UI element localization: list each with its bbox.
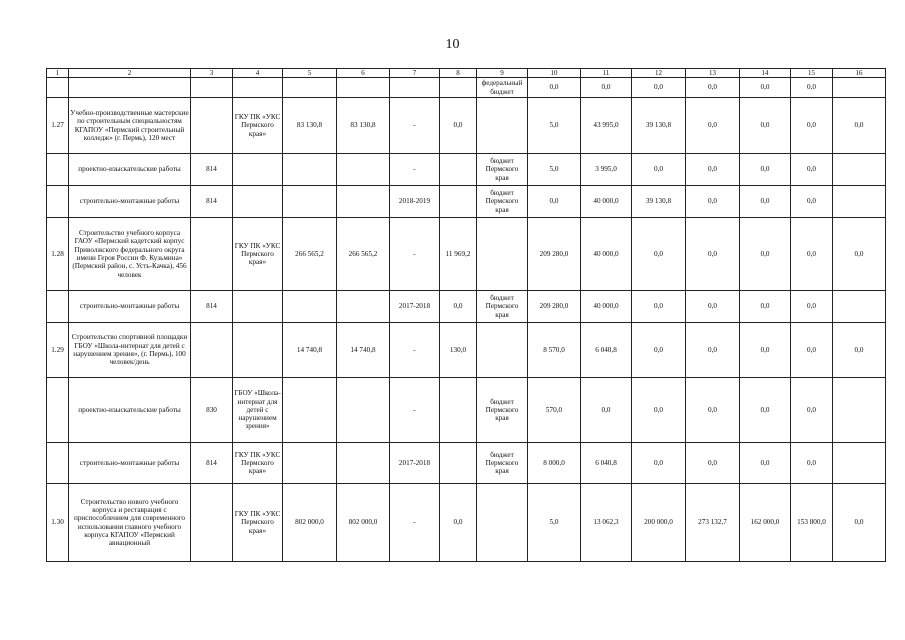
table-cell: 83 130,8	[337, 98, 390, 154]
table-cell: 0,0	[632, 443, 686, 484]
table-cell: 0,0	[686, 154, 740, 186]
table-cell: ГКУ ПК «УКС Пермского края»	[233, 218, 283, 291]
table-cell: 0,0	[686, 323, 740, 378]
table-cell	[337, 78, 390, 98]
column-number: 16	[833, 69, 886, 78]
column-number: 14	[740, 69, 791, 78]
table-row	[47, 154, 886, 186]
table-cell: 0,0	[740, 154, 791, 186]
table-cell: 0,0	[686, 78, 740, 98]
column-number: 11	[581, 69, 632, 78]
table-cell: 830	[191, 378, 233, 443]
table-cell: 200 000,0	[632, 484, 686, 562]
table-cell: 0,0	[581, 78, 632, 98]
table-cell	[337, 186, 390, 218]
table-cell	[833, 378, 886, 443]
table-row	[47, 98, 886, 154]
table-cell	[337, 154, 390, 186]
table-cell: 266 565,2	[283, 218, 337, 291]
table-cell: 0,0	[581, 378, 632, 443]
table-cell: 0,0	[686, 291, 740, 323]
column-number: 10	[528, 69, 581, 78]
table-cell: 5,0	[528, 154, 581, 186]
table-cell	[47, 291, 69, 323]
table-cell: бюджет Пермского края	[477, 291, 528, 323]
column-number: 13	[686, 69, 740, 78]
table-cell: 83 130,8	[283, 98, 337, 154]
table-cell	[477, 98, 528, 154]
table-cell: 13 062,3	[581, 484, 632, 562]
table-cell	[47, 443, 69, 484]
table-row	[47, 218, 886, 291]
table-cell: 814	[191, 154, 233, 186]
table-cell	[283, 154, 337, 186]
table-cell	[233, 154, 283, 186]
table-cell	[233, 186, 283, 218]
table-row	[47, 78, 886, 98]
table-cell: бюджет Пермского края	[477, 186, 528, 218]
table-cell: 570,0	[528, 378, 581, 443]
table-cell: 5,0	[528, 484, 581, 562]
table-cell	[191, 78, 233, 98]
table-cell	[440, 378, 477, 443]
table-cell: 11 969,2	[440, 218, 477, 291]
table-cell: 8 570,0	[528, 323, 581, 378]
table-cell: 2017-2018	[390, 443, 440, 484]
table-cell: строительно-монтажные работы	[69, 443, 191, 484]
table-cell: 0,0	[740, 98, 791, 154]
table-cell: 6 040,8	[581, 443, 632, 484]
table-cell: 273 132,7	[686, 484, 740, 562]
table-cell	[47, 78, 69, 98]
table-cell	[283, 186, 337, 218]
table-cell	[477, 323, 528, 378]
table-cell: ГКУ ПК «УКС Пермского края»	[233, 98, 283, 154]
table-cell: 1.29	[47, 323, 69, 378]
table-row	[47, 323, 886, 378]
table-cell	[283, 78, 337, 98]
table-cell: 1.28	[47, 218, 69, 291]
table-row	[47, 443, 886, 484]
table-cell: 266 565,2	[337, 218, 390, 291]
table-cell: 153 800,0	[791, 484, 833, 562]
table-cell: федеральный бюджет	[477, 78, 528, 98]
table-cell: 0,0	[632, 291, 686, 323]
table-cell	[833, 154, 886, 186]
table-cell: 802 000,0	[337, 484, 390, 562]
table-cell: 40 000,0	[581, 186, 632, 218]
table-cell	[191, 484, 233, 562]
table-cell	[440, 443, 477, 484]
table-cell: 0,0	[740, 291, 791, 323]
table-cell	[337, 291, 390, 323]
column-number: 9	[477, 69, 528, 78]
table-cell: 209 280,0	[528, 218, 581, 291]
table-row	[47, 484, 886, 562]
table-cell: 40 000,0	[581, 291, 632, 323]
table-cell: 39 130,8	[632, 186, 686, 218]
table-cell	[337, 378, 390, 443]
table-cell: 209 280,0	[528, 291, 581, 323]
table-cell	[191, 98, 233, 154]
table-cell: 6 040,8	[581, 323, 632, 378]
table-cell: 0,0	[791, 378, 833, 443]
table-cell: 814	[191, 443, 233, 484]
table-cell: строительно-монтажные работы	[69, 186, 191, 218]
table-cell: 0,0	[632, 154, 686, 186]
table-cell: 0,0	[528, 78, 581, 98]
table-cell: 0,0	[440, 484, 477, 562]
table-cell: 0,0	[632, 218, 686, 291]
table-cell	[833, 78, 886, 98]
table-cell: проектно-изыскательские работы	[69, 378, 191, 443]
table-cell: 0,0	[833, 323, 886, 378]
table-cell: -	[390, 218, 440, 291]
table-cell: 0,0	[632, 323, 686, 378]
column-number: 8	[440, 69, 477, 78]
table-cell: 162 000,0	[740, 484, 791, 562]
table-cell: 3 995,0	[581, 154, 632, 186]
table-cell: 0,0	[740, 443, 791, 484]
table-cell: ГКУ ПК «УКС Пермского края»	[233, 443, 283, 484]
table-cell: 0,0	[791, 154, 833, 186]
table-cell: 0,0	[440, 98, 477, 154]
table-cell: 1.30	[47, 484, 69, 562]
page-number: 10	[445, 37, 460, 52]
table-cell: 0,0	[791, 323, 833, 378]
column-number: 3	[191, 69, 233, 78]
table-cell: 0,0	[740, 186, 791, 218]
table-cell: 0,0	[791, 186, 833, 218]
table-cell	[283, 291, 337, 323]
table-cell: Строительство спортивной площадки ГБОУ «Школа-интернат для детей с нарушением зрения», (г. Пермь), 100 человек/день	[69, 323, 191, 378]
column-number: 5	[283, 69, 337, 78]
table-cell	[283, 443, 337, 484]
column-number: 7	[390, 69, 440, 78]
table-cell: 40 000,0	[581, 218, 632, 291]
table-cell: 0,0	[740, 323, 791, 378]
table-row	[47, 378, 886, 443]
table-cell: 814	[191, 186, 233, 218]
table-cell	[440, 154, 477, 186]
column-number: 4	[233, 69, 283, 78]
table-cell: 802 000,0	[283, 484, 337, 562]
table-cell: 0,0	[686, 378, 740, 443]
table-cell: бюджет Пермского края	[477, 154, 528, 186]
table-cell	[477, 484, 528, 562]
table-cell	[233, 323, 283, 378]
table-cell	[47, 154, 69, 186]
table-cell: 0,0	[833, 484, 886, 562]
table-cell: 0,0	[528, 186, 581, 218]
table-cell: 39 130,8	[632, 98, 686, 154]
table-cell	[233, 78, 283, 98]
table-cell	[337, 443, 390, 484]
table-cell: бюджет Пермского края	[477, 443, 528, 484]
table-cell	[440, 78, 477, 98]
table-cell: 2017-2018	[390, 291, 440, 323]
table-cell: 0,0	[686, 98, 740, 154]
column-number: 12	[632, 69, 686, 78]
table-cell: ГБОУ «Школа-интернат для детей с нарушением зрения»	[233, 378, 283, 443]
table-cell	[833, 443, 886, 484]
table-cell: 0,0	[791, 78, 833, 98]
table-cell: строительно-монтажные работы	[69, 291, 191, 323]
table-cell: 0,0	[791, 98, 833, 154]
table-cell	[69, 78, 191, 98]
table-cell: 0,0	[833, 98, 886, 154]
table-cell	[477, 218, 528, 291]
table-cell	[47, 378, 69, 443]
table-cell: 14 740,8	[337, 323, 390, 378]
table-cell: 8 000,0	[528, 443, 581, 484]
table-row	[47, 291, 886, 323]
table-cell: бюджет Пермского края	[477, 378, 528, 443]
table-cell: 0,0	[686, 443, 740, 484]
table-cell: 1.27	[47, 98, 69, 154]
table-cell	[191, 218, 233, 291]
table-cell: 0,0	[740, 378, 791, 443]
table-cell: 814	[191, 291, 233, 323]
table-cell	[390, 78, 440, 98]
table-cell: 43 995,0	[581, 98, 632, 154]
column-number: 2	[69, 69, 191, 78]
table-cell: 0,0	[791, 443, 833, 484]
header-row	[47, 69, 886, 78]
table-cell: 0,0	[740, 218, 791, 291]
table-cell: -	[390, 484, 440, 562]
table-cell	[833, 186, 886, 218]
table-cell	[283, 378, 337, 443]
table-cell: 130,0	[440, 323, 477, 378]
table-cell: проектно-изыскательские работы	[69, 154, 191, 186]
table-cell: 0,0	[833, 218, 886, 291]
table-cell: 0,0	[791, 291, 833, 323]
table-cell: 14 740,8	[283, 323, 337, 378]
table-cell: Строительство нового учебного корпуса и реставрация с приспособлением для современного использования главного учебного корпуса КГАПОУ «Пермский авиационный	[69, 484, 191, 562]
table-cell: ГКУ ПК «УКС Пермского края»	[233, 484, 283, 562]
table-cell: 0,0	[686, 218, 740, 291]
table-cell	[833, 291, 886, 323]
column-number: 6	[337, 69, 390, 78]
table-cell: 0,0	[632, 378, 686, 443]
table-cell	[233, 291, 283, 323]
table-cell: Строительство учебного корпуса ГАОУ «Пермский кадетский корпус Приволжского федерального округа имени Героя России Ф. Кузьмина» (Пермский район, с. Усть-Качка), 456 человек	[69, 218, 191, 291]
table-cell: Учебно-производственные мастерские по строительным специальностям КГАПОУ «Пермский строительный колледж» (г. Пермь), 120 мест	[69, 98, 191, 154]
table-cell: 5,0	[528, 98, 581, 154]
table-cell: 0,0	[440, 291, 477, 323]
table-cell	[47, 186, 69, 218]
column-number: 15	[791, 69, 833, 78]
table-cell: -	[390, 154, 440, 186]
column-number: 1	[47, 69, 69, 78]
table-cell: 2018-2019	[390, 186, 440, 218]
table-cell: -	[390, 378, 440, 443]
table-cell: 0,0	[791, 218, 833, 291]
table-cell: 0,0	[632, 78, 686, 98]
table-cell: -	[390, 98, 440, 154]
table-cell: 0,0	[740, 78, 791, 98]
table-cell: -	[390, 323, 440, 378]
table-row	[47, 186, 886, 218]
budget-table	[46, 68, 886, 562]
table-cell	[191, 323, 233, 378]
table-cell: 0,0	[686, 186, 740, 218]
table-cell	[440, 186, 477, 218]
